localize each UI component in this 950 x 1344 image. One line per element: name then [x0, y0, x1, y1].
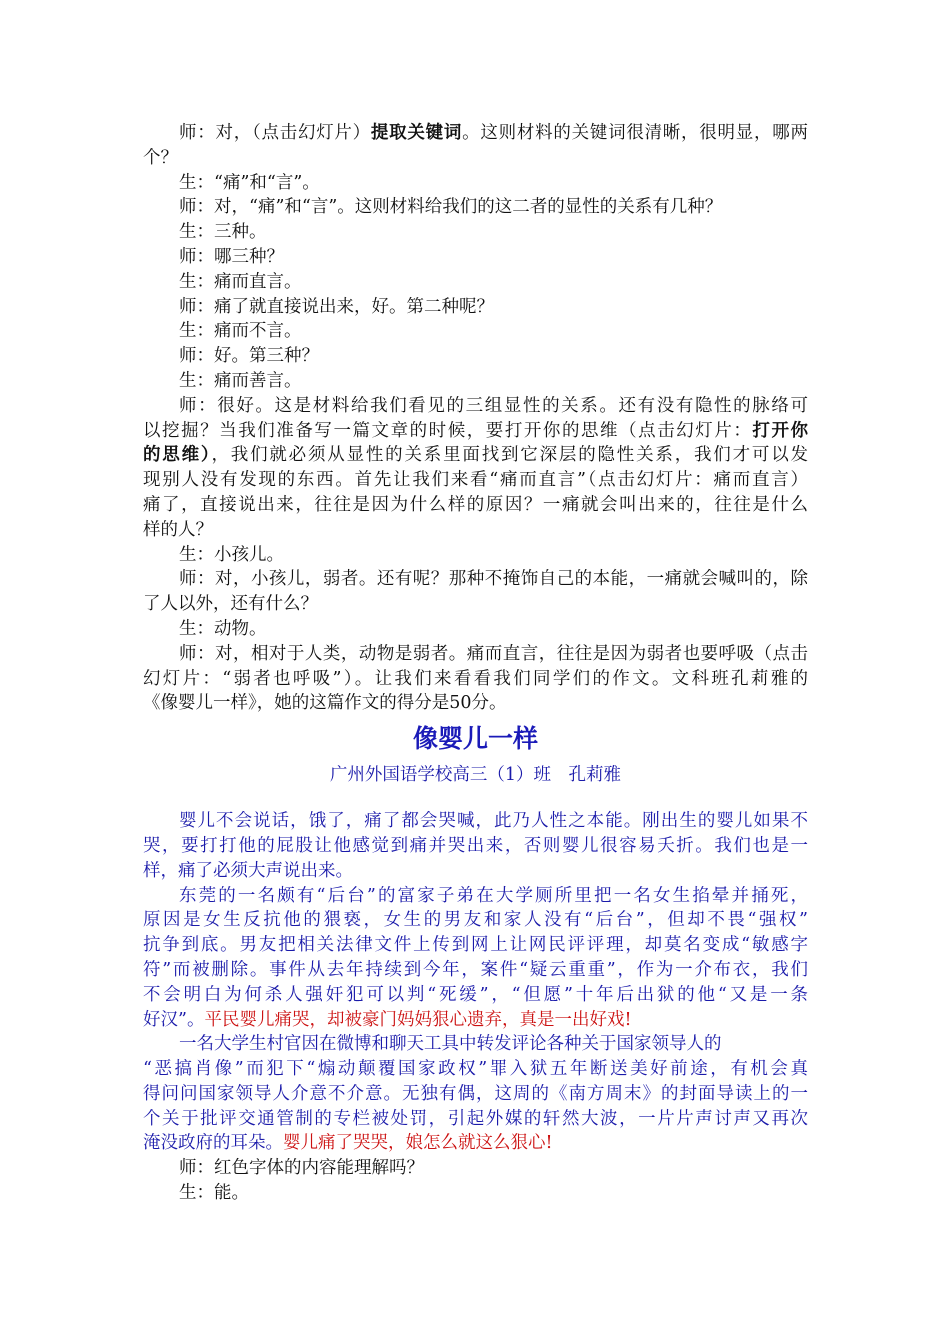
essay-line	[143, 1008, 808, 1033]
essay-line	[143, 859, 808, 884]
dialogue-line	[143, 617, 808, 642]
text-run: 痛了，直接说出来，往往是因为什么样的原因？一痛就会叫出来的，往往是什么	[143, 494, 808, 515]
text-run: 生：小孩儿。	[179, 544, 284, 565]
text-run: 师：对，“痛”和“言”。这则材料给我们的这二者的显性的关系有几种？	[179, 197, 723, 218]
dialogue-line	[143, 543, 808, 568]
dialogue-line	[143, 468, 808, 493]
text-run: 师：对，小孩儿，弱者。还有呢？那种不掩饰自己的本能，一痛就会喊叫的，除	[179, 569, 808, 590]
dialogue-line	[143, 394, 808, 419]
dialogue-line	[143, 443, 808, 468]
dialogue-line	[143, 518, 808, 543]
text-run: 样，痛了必须大声说出来。	[143, 860, 353, 881]
essay-line	[143, 1107, 808, 1132]
text-run: 好汉”。	[143, 1009, 205, 1030]
text-run: 师：哪三种？	[179, 246, 284, 267]
text-run: 抗争到底。男友把相关法律文件上传到网上让网民评评理，却莫名变成“敏感字	[143, 935, 808, 956]
text-run: 婴儿痛了哭哭，娘怎么就这么狠心!	[283, 1133, 553, 1154]
text-run: 一名大学生村官因在微博和聊天工具中转发评论各种关于国家领导人的	[179, 1034, 722, 1055]
spacer	[143, 788, 808, 809]
essay-line	[143, 1082, 808, 1107]
text-run: ，我们就必须从显性的关系里面找到它深层的隐性关系，我们才可以发	[211, 445, 809, 466]
text-run: 《像婴儿一样》，她的这篇作文的得分是50分。	[143, 693, 507, 714]
essay-line	[143, 1131, 808, 1156]
essay-body	[143, 809, 808, 1156]
dialogue-top	[143, 121, 808, 716]
text-run: 生：痛而善言。	[179, 370, 302, 391]
essay-line	[143, 983, 808, 1008]
text-run: 师：很好。这是材料给我们看见的三组显性的关系。还有没有隐性的脉络可	[179, 395, 808, 416]
text-run: 师：好。第三种？	[179, 346, 319, 367]
text-run: 师：对，相对于人类，动物是弱者。痛而直言，往往是因为弱者也要呼吸（点击	[179, 643, 808, 664]
dialogue-line	[143, 667, 808, 692]
text-run: 生：能。	[179, 1183, 249, 1204]
dialogue-line	[143, 493, 808, 518]
text-run: 原因是女生反抗他的猥亵，女生的男友和家人没有“后台”，但却不畏“强权”	[143, 910, 808, 931]
text-run: 样的人？	[143, 519, 213, 540]
dialogue-line	[143, 245, 808, 270]
essay-byline: 广州外国语学校高三（1）班 孔莉雅	[329, 765, 622, 786]
essay-line	[143, 884, 808, 909]
text-run: 提取关键词	[370, 123, 463, 143]
text-run: 不会明白为何杀人强奸犯可以判“死缓”，“但愿”十年后出狱的他“又是一条	[143, 984, 808, 1005]
dialogue-line	[143, 195, 808, 220]
text-run: 个关于批评交通管制的专栏被处罚，引起外媒的轩然大波，一片片声讨声又再次	[143, 1108, 808, 1129]
text-run: 生：痛而不言。	[179, 321, 302, 342]
text-run: 生：动物。	[179, 618, 267, 639]
text-run: 淹没政府的耳朵。	[143, 1133, 283, 1154]
text-run: 以挖掘？当我们准备写一篇文章的时候，要打开你的思维（点击幻灯片：	[143, 420, 753, 441]
text-run: 打开你	[752, 420, 809, 441]
text-run: 符”而被删除。事件从去年持续到今年，案件“疑云重重”，作为一介布衣，我们	[143, 959, 808, 980]
text-run: 。这则材料的关键词很清晰，很明显，哪两	[462, 123, 809, 143]
dialogue-line	[143, 567, 808, 592]
text-run: 师：对，（点击幻灯片）	[179, 123, 371, 143]
dialogue-line	[143, 171, 808, 196]
essay-line	[143, 958, 808, 983]
text-run: “恶搞肖像”而犯下“煽动颠覆国家政权”罪入狱五年断送美好前途，有机会真	[143, 1059, 808, 1080]
text-run: 得问问国家领导人介意不介意。无独有偶，这周的《南方周末》的封面导读上的一	[143, 1083, 808, 1104]
text-run: 生：痛而直言。	[179, 271, 302, 292]
dialogue-bottom	[143, 1156, 808, 1206]
dialogue-line	[143, 344, 808, 369]
essay-line	[143, 809, 808, 834]
dialogue-line	[143, 270, 808, 295]
text-run: 生：三种。	[179, 222, 267, 243]
dialogue-line	[143, 642, 808, 667]
essay-line	[143, 1057, 808, 1082]
text-run: 哭，要打打他的屁股让他感觉到痛并哭出来，否则婴儿很容易夭折。我们也是一	[143, 835, 808, 856]
text-run: 现别人没有发现的东西。首先让我们来看“痛而直言”（点击幻灯片：痛而直言）	[143, 470, 808, 491]
essay-line	[143, 908, 808, 933]
essay-title: 像婴儿一样	[412, 724, 538, 754]
text-run: 东莞的一名颇有“后台”的富家子弟在大学厕所里把一名女生掐晕并捅死，	[179, 885, 808, 906]
dialogue-line	[143, 146, 808, 171]
text-run: 师：痛了就直接说出来，好。第二种呢？	[179, 296, 494, 317]
text-run: 平民婴儿痛哭，却被豪门妈妈狠心遗弃，真是一出好戏!	[204, 1009, 632, 1030]
dialogue-line	[143, 1181, 808, 1206]
text-run: 幻灯片：“弱者也呼吸”）。让我们来看看我们同学们的作文。文科班孔莉雅的	[143, 668, 808, 689]
dialogue-line	[143, 220, 808, 245]
essay-line	[143, 933, 808, 958]
dialogue-line	[143, 295, 808, 320]
dialogue-line	[143, 592, 808, 617]
text-run: 的思维）	[143, 445, 212, 466]
dialogue-line	[143, 369, 808, 394]
text-run: 生：“痛”和“言”。	[179, 172, 320, 193]
dialogue-line	[143, 419, 808, 444]
document-page	[143, 121, 808, 1206]
text-run: 了人以外，还有什么？	[143, 594, 318, 615]
text-run: 师：红色字体的内容能理解吗？	[179, 1158, 424, 1179]
text-run: 婴儿不会说话，饿了，痛了都会哭喊，此乃人性之本能。刚出生的婴儿如果不	[179, 811, 808, 832]
essay-line	[143, 1032, 808, 1057]
dialogue-line	[143, 121, 808, 146]
dialogue-line	[143, 1156, 808, 1181]
dialogue-line	[143, 691, 808, 716]
essay-line	[143, 834, 808, 859]
dialogue-line	[143, 319, 808, 344]
text-run: 个？	[143, 147, 178, 168]
